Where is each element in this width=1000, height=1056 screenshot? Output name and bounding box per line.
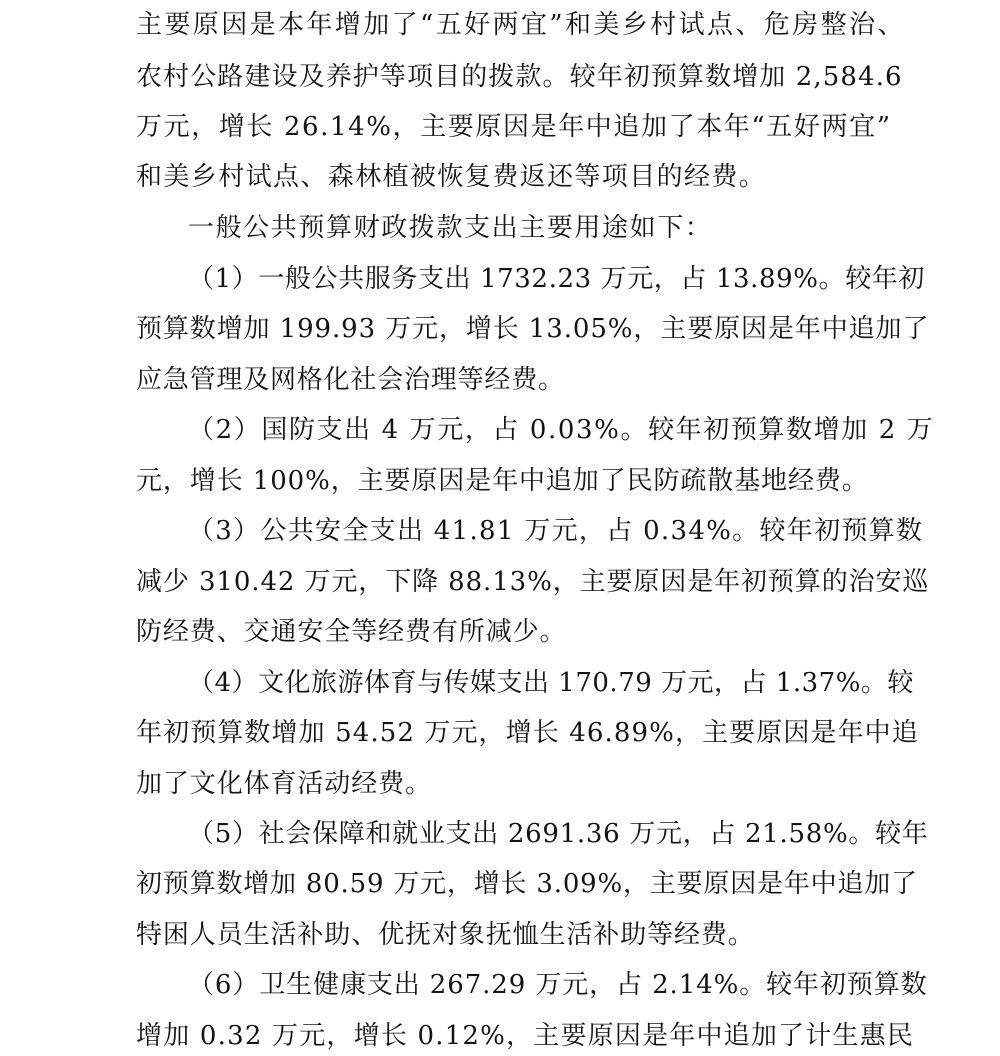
- item-1-line: 应急管理及网格化社会治理等经费。: [136, 365, 565, 395]
- paragraph-line: 和美乡村试点、森林植被恢复费返还等项目的经费。: [136, 162, 767, 192]
- paragraph-line: 主要原因是本年增加了“五好两宜”和美乡村试点、危房整治、: [136, 10, 906, 40]
- item-3-line: 防经费、交通安全等经费有所减少。: [136, 617, 567, 647]
- item-5-line: 初预算数增加 80.59 万元，增长 3.09%，主要原因是年中追加了: [136, 869, 918, 899]
- item-4-line: 年初预算数增加 54.52 万元，增长 46.89%，主要原因是年中追: [136, 718, 919, 748]
- item-3-line: （3）公共安全支出 41.81 万元，占 0.34%。较年初预算数: [188, 516, 924, 546]
- paragraph-line: 农村公路建设及养护等项目的拨款。较年初预算数增加 2,584.6: [136, 62, 903, 92]
- section-intro-line: 一般公共预算财政拨款支出主要用途如下：: [188, 213, 713, 243]
- item-5-line: 特困人员生活补助、优抚对象抚恤生活补助等经费。: [136, 920, 755, 950]
- item-1-line: 预算数增加 199.93 万元，增长 13.05%，主要原因是年中追加了: [136, 314, 930, 344]
- item-2-line: （2）国防支出 4 万元，占 0.03%。较年初预算数增加 2 万: [188, 415, 935, 445]
- item-2-line: 元，增长 100%，主要原因是年中追加了民防疏散基地经费。: [136, 466, 869, 496]
- paragraph-line: 万元，增长 26.14%，主要原因是年中追加了本年“五好两宜”: [136, 112, 892, 142]
- item-6-line: （6）卫生健康支出 267.29 万元，占 2.14%。较年初预算数: [188, 970, 928, 1000]
- item-5-line: （5）社会保障和就业支出 2691.36 万元，占 21.58%。较年: [188, 819, 929, 849]
- item-4-line: （4）文化旅游体育与传媒支出 170.79 万元，占 1.37%。较: [188, 668, 914, 698]
- item-4-line: 加了文化体育活动经费。: [136, 769, 432, 799]
- item-6-line: 增加 0.32 万元，增长 0.12%，主要原因是年中追加了计生惠民: [136, 1021, 915, 1051]
- item-3-line: 减少 310.42 万元，下降 88.13%，主要原因是年初预算的治安巡: [136, 567, 930, 597]
- item-1-line: （1）一般公共服务支出 1732.23 万元，占 13.89%。较年初: [188, 264, 925, 294]
